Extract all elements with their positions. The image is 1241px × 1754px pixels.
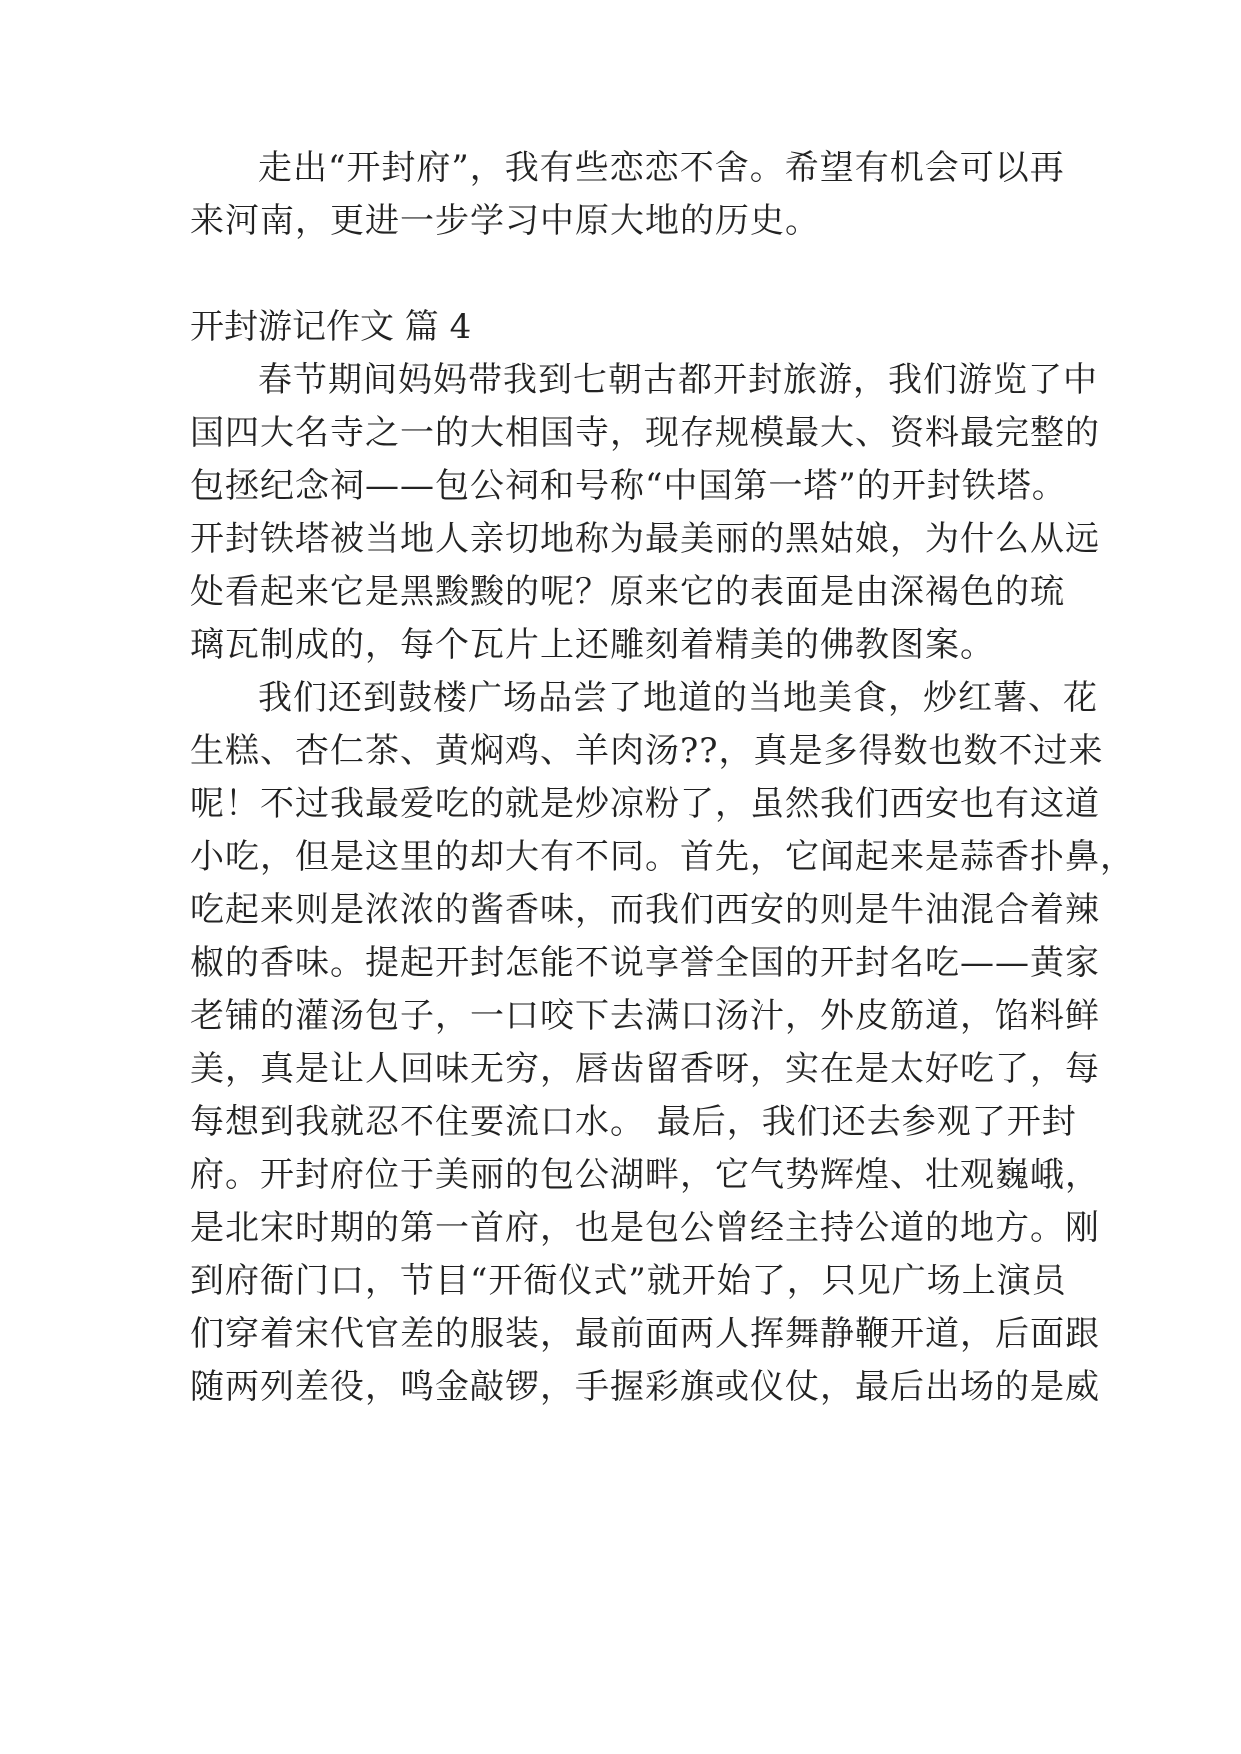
paragraph2-line-11: 是北宋时期的第一首府，也是包公曾经主持公道的地方。刚 [190, 1208, 1100, 1248]
paragraph1-line-3: 包拯纪念祠——包公祠和号称“中国第一塔”的开封铁塔。 [190, 466, 1067, 506]
paragraph2-line-3: 呢！不过我最爱吃的就是炒凉粉了，虽然我们西安也有这道 [190, 784, 1100, 824]
paragraph2-line-4: 小吃，但是这里的却大有不同。首先，它闻起来是蒜香扑鼻， [190, 837, 1135, 877]
paragraph1-line-1: 春节期间妈妈带我到七朝古都开封旅游，我们游览了中 [258, 360, 1098, 400]
paragraph2-line-8: 美，真是让人回味无穷，唇齿留香呀，实在是太好吃了，每 [190, 1049, 1100, 1089]
paragraph2-line-7: 老铺的灌汤包子，一口咬下去满口汤汁，外皮筋道，馅料鲜 [190, 996, 1100, 1036]
paragraph2-line-9: 每想到我就忍不住要流口水。 最后，我们还去参观了开封 [190, 1102, 1077, 1142]
paragraph1-line-5: 处看起来它是黑黢黢的呢？原来它的表面是由深褐色的琉 [190, 572, 1065, 612]
paragraph2-line-14: 随两列差役，鸣金敲锣，手握彩旗或仪仗，最后出场的是威 [190, 1367, 1100, 1407]
paragraph2-line-1: 我们还到鼓楼广场品尝了地道的当地美食，炒红薯、花 [258, 678, 1098, 718]
section-title: 开封游记作文 篇 4 [190, 307, 472, 347]
intro-line-2: 来河南，更进一步学习中原大地的历史。 [190, 201, 820, 241]
paragraph2-line-12: 到府衙门口，节目“开衙仪式”就开始了，只见广场上演员 [190, 1261, 1067, 1301]
intro-line-1: 走出“开封府”，我有些恋恋不舍。希望有机会可以再 [258, 148, 1065, 188]
paragraph2-line-5: 吃起来则是浓浓的酱香味，而我们西安的则是牛油混合着辣 [190, 890, 1100, 930]
paragraph1-line-2: 国四大名寺之一的大相国寺，现存规模最大、资料最完整的 [190, 413, 1100, 453]
paragraph2-line-10: 府。开封府位于美丽的包公湖畔，它气势辉煌、壮观巍峨， [190, 1155, 1100, 1195]
paragraph2-line-6: 椒的香味。提起开封怎能不说享誉全国的开封名吃——黄家 [190, 943, 1100, 983]
paragraph2-line-2: 生糕、杏仁茶、黄焖鸡、羊肉汤??，真是多得数也数不过来 [190, 731, 1104, 771]
paragraph1-line-4: 开封铁塔被当地人亲切地称为最美丽的黑姑娘，为什么从远 [190, 519, 1100, 559]
paragraph2-line-13: 们穿着宋代官差的服装，最前面两人挥舞静鞭开道，后面跟 [190, 1314, 1100, 1354]
paragraph1-line-6: 璃瓦制成的，每个瓦片上还雕刻着精美的佛教图案。 [190, 625, 995, 665]
